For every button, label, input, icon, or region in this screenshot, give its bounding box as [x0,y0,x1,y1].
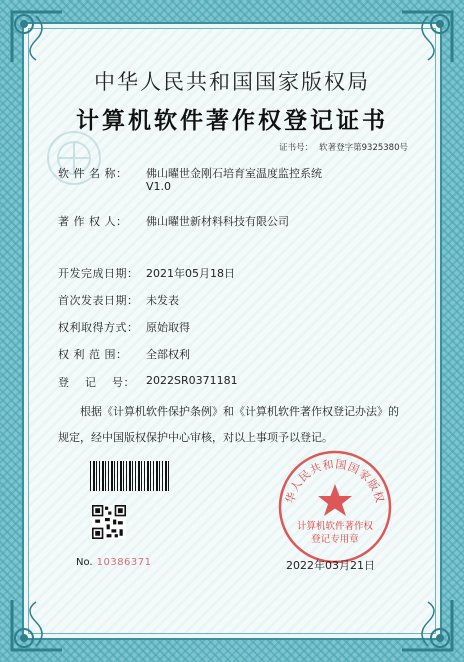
serial-number-label: No. [76,557,93,568]
certificate-number [279,141,408,153]
qr-code [92,505,126,539]
field-value: 佛山曜世新材料科技有限公司 [146,215,289,228]
field-label: 登 记 号： [58,376,135,389]
certificate-title: 计算机软件著作权登记证书 [76,107,388,134]
serial-number [76,557,152,568]
statement-line-1: 根据《计算机软件保护条例》和《计算机软件著作权登记办法》的 [80,405,399,418]
certificate-number-label: 证书号： [279,143,314,153]
issue-date: 2022年03月21日 [286,559,375,572]
field-label: 权利取得方式： [58,321,139,334]
field-value: 佛山曜世金刚石培育室温度监控系统 [146,167,322,180]
field-label: 软 件 名 称： [58,167,128,180]
field-value: 2022SR0371181 [146,374,238,387]
statement-line-2: 规定，经中国版权保护中心审核，对以上事项予以登记。 [58,431,333,444]
seal-inner-line-1: 计算机软件著作权 [296,521,373,532]
certificate-number-value: 软著登字第9325380号 [319,143,408,153]
official-seal [276,448,394,566]
seal-outer-text: 华人民共和国国家版权 [283,457,387,505]
field-label: 首次发表日期： [58,294,139,307]
serial-number-value: 10386371 [96,557,152,568]
field-label: 权 利 范 围： [58,348,128,361]
field-value: V1.0 [146,180,172,193]
corner-ornament-icon [8,8,66,66]
field-value: 原始取得 [146,321,190,334]
field-label: 开发完成日期： [58,267,139,280]
corner-ornament-icon [8,596,66,654]
seal-inner-line-2: 登记专用章 [311,534,359,545]
field-value: 2021年05月18日 [146,267,235,280]
field-value: 未发表 [146,294,179,307]
field-label: 著 作 权 人： [58,215,128,228]
corner-ornament-icon [398,596,456,654]
seal-star-icon [318,484,352,516]
field-value: 全部权利 [146,348,190,361]
barcode [90,461,170,491]
corner-ornament-icon [398,8,456,66]
issuing-authority-title: 中华人民共和国国家版权局 [94,70,370,94]
